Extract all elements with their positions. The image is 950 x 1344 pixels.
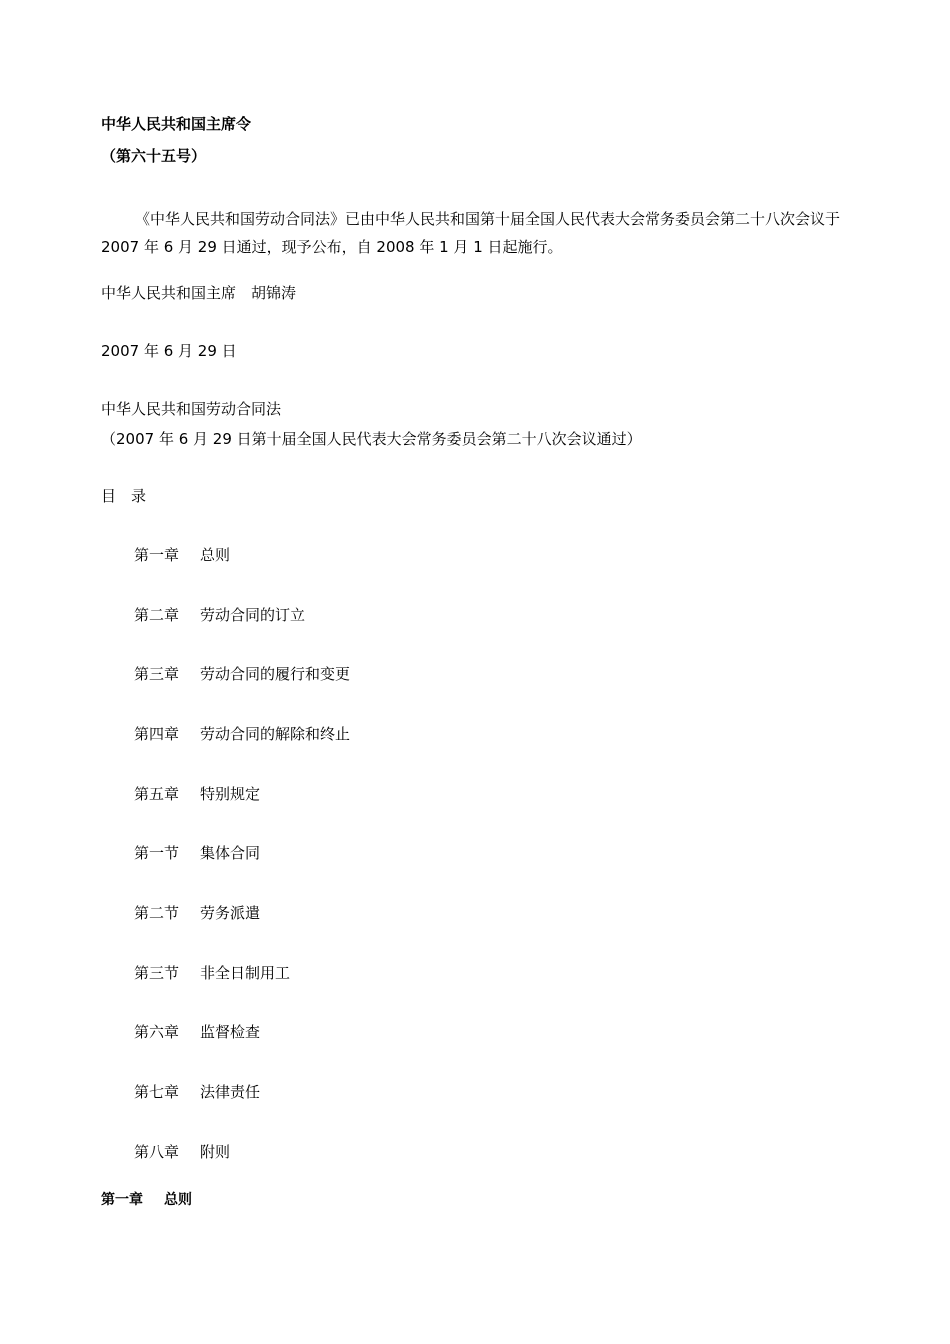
toc-item-label: 第七章 — [134, 1083, 180, 1101]
law-title: 中华人民共和国劳动合同法 — [101, 400, 282, 418]
toc-item — [134, 906, 260, 921]
order-number: （第六十五号） — [101, 147, 207, 165]
toc-item-label: 第三节 — [134, 964, 180, 982]
toc-heading: 目 录 — [101, 487, 147, 505]
toc-item — [134, 667, 350, 682]
toc-item-title: 总则 — [200, 546, 231, 564]
chapter-heading-title: 总则 — [164, 1192, 192, 1208]
toc-item-title: 劳动合同的履行和变更 — [200, 665, 351, 683]
toc-item-label: 第一章 — [134, 546, 180, 564]
chapter-heading-label: 第一章 — [101, 1192, 143, 1208]
toc-item-title: 特别规定 — [200, 785, 261, 803]
order-title: 中华人民共和国主席令 — [101, 115, 252, 133]
toc-item — [134, 727, 350, 742]
toc-item — [134, 608, 305, 623]
toc-item — [134, 1085, 260, 1100]
toc-item-title: 附则 — [200, 1143, 231, 1161]
toc-item-label: 第二节 — [134, 904, 180, 922]
toc-item — [134, 548, 230, 563]
toc-item-title: 劳动合同的订立 — [200, 606, 306, 624]
toc-item-title: 劳务派遣 — [200, 904, 261, 922]
toc-item-title: 集体合同 — [200, 844, 261, 862]
chapter-heading — [101, 1193, 192, 1207]
signed-date: 2007 年 6 月 29 日 — [101, 342, 237, 360]
toc-item-label: 第一节 — [134, 844, 180, 862]
toc-item — [134, 787, 260, 802]
toc-item-label: 第五章 — [134, 785, 180, 803]
toc-item-label: 第四章 — [134, 725, 180, 743]
toc-item-title: 法律责任 — [200, 1083, 261, 1101]
toc-item-label: 第八章 — [134, 1143, 180, 1161]
toc-item — [134, 966, 290, 981]
toc-item — [134, 1025, 260, 1040]
announcement-paragraph: 《中华人民共和国劳动合同法》已由中华人民共和国第十届全国人民代表大会常务委员会第二十八次会议于 2007 年 6 月 29 日通过，现予公布，自 2008 年 1 月 1 日起施行。 — [101, 210, 841, 256]
toc-item-label: 第六章 — [134, 1023, 180, 1041]
toc-item-label: 第三章 — [134, 665, 180, 683]
toc-item-title: 监督检查 — [200, 1023, 261, 1041]
toc-item — [134, 846, 260, 861]
toc-item — [134, 1145, 230, 1160]
toc-item-label: 第二章 — [134, 606, 180, 624]
toc-item-title: 非全日制用工 — [200, 964, 291, 982]
signature-line: 中华人民共和国主席 胡锦涛 — [101, 284, 297, 302]
law-adoption-note: （2007 年 6 月 29 日第十届全国人民代表大会常务委员会第二十八次会议通过） — [101, 430, 642, 448]
toc-item-title: 劳动合同的解除和终止 — [200, 725, 351, 743]
